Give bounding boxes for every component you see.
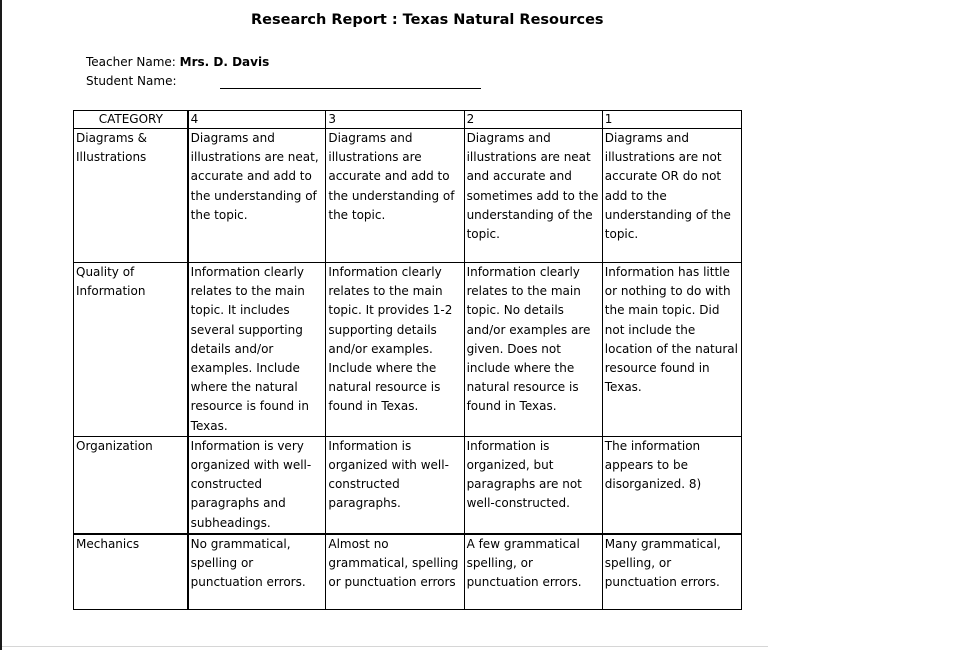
header-category: CATEGORY xyxy=(74,111,188,129)
criteria-cell-2: Information is organized, but paragraphs are not well-constructed. xyxy=(464,436,602,534)
criteria-cell-4: Information is very organized with well-constructed paragraphs and subheadings. xyxy=(188,436,326,534)
criteria-cell-1: Information has little or nothing to do with the main topic. Did not include the location of the natural resource found in Texas. xyxy=(602,263,741,437)
rubric-header-row xyxy=(74,111,742,129)
criteria-cell-4: Information clearly relates to the main topic. It includes several supporting details and/or examples. Include where the natural resource is found in Texas. xyxy=(188,263,326,437)
rubric-row-quality xyxy=(74,263,742,437)
rubric-table xyxy=(73,110,742,610)
student-name-row xyxy=(86,74,177,88)
header-score-1: 1 xyxy=(602,111,741,129)
criteria-cell-3: Diagrams and illustrations are accurate and add to the understanding of the topic. xyxy=(326,129,464,263)
criteria-cell-2: Diagrams and illustrations are neat and accurate and sometimes add to the understanding of the topic. xyxy=(464,129,602,263)
student-name-label: Student Name: xyxy=(86,74,177,88)
page-left-border xyxy=(0,0,2,650)
criteria-cell-2: A few grammatical spelling, or punctuation errors. xyxy=(464,534,602,610)
header-score-2: 2 xyxy=(464,111,602,129)
rubric-row-mechanics xyxy=(74,534,742,610)
criteria-cell-4: No grammatical, spelling or punctuation errors. xyxy=(188,534,326,610)
criteria-cell-3: Information clearly relates to the main topic. It provides 1-2 supporting details and/or examples. Include where the natural resource is found in Texas. xyxy=(326,263,464,437)
teacher-name-value: Mrs. D. Davis xyxy=(179,55,270,69)
category-cell: Mechanics xyxy=(74,534,188,610)
header-score-3: 3 xyxy=(326,111,464,129)
criteria-cell-2: Information clearly relates to the main topic. No details and/or examples are given. Does not include where the natural resource is found in Texas. xyxy=(464,263,602,437)
criteria-cell-4: Diagrams and illustrations are neat, accurate and add to the understanding of the topic. xyxy=(188,129,326,263)
category-cell: Organization xyxy=(74,436,188,534)
page-bottom-border xyxy=(2,646,768,647)
category-cell: Diagrams & Illustrations xyxy=(74,129,188,263)
criteria-cell-1: The information appears to be disorganized. 8) xyxy=(602,436,741,534)
criteria-cell-1: Diagrams and illustrations are not accurate OR do not add to the understanding of the topic. xyxy=(602,129,741,263)
document-title: Research Report : Texas Natural Resources xyxy=(251,12,604,28)
rubric-row-diagrams xyxy=(74,129,742,263)
criteria-cell-1: Many grammatical, spelling, or punctuation errors. xyxy=(602,534,741,610)
teacher-name-row xyxy=(86,55,269,69)
criteria-cell-3: Information is organized with well-constructed paragraphs. xyxy=(326,436,464,534)
rubric-row-organization xyxy=(74,436,742,534)
criteria-cell-3: Almost no grammatical, spelling or punctuation errors xyxy=(326,534,464,610)
header-score-4: 4 xyxy=(188,111,326,129)
student-name-blank-line xyxy=(220,88,481,89)
category-cell: Quality of Information xyxy=(74,263,188,437)
teacher-name-label: Teacher Name: xyxy=(86,55,176,69)
